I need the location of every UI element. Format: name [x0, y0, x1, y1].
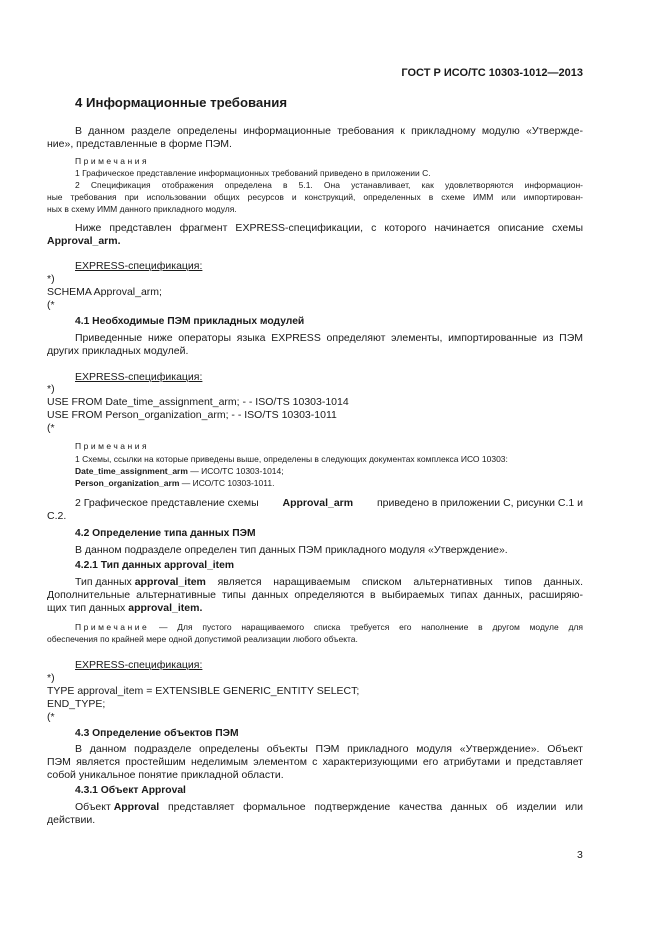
schema-ref-name: Person_organization_arm — [75, 478, 180, 488]
text: Объект — [75, 801, 114, 813]
code-line: USE FROM Person_organization_arm; - - ISO/TS 10303-1011 — [47, 409, 337, 421]
note-2-line-3: ных в схему ИММ данного прикладного модуля. — [47, 204, 237, 214]
note-2-line-1 — [75, 498, 583, 509]
express-intro-line-2 — [47, 236, 121, 247]
code-line: (* — [47, 299, 55, 311]
note-label: Примечания — [75, 441, 150, 451]
express-spec-label: EXPRESS-спецификация: — [75, 371, 203, 383]
code-line: *) — [47, 383, 55, 395]
code-line: (* — [47, 711, 55, 723]
text: щих тип данных — [47, 602, 129, 614]
express-spec-label: EXPRESS-спецификация: — [75, 260, 203, 272]
code-line: (* — [47, 422, 55, 434]
note-line-1 — [75, 623, 583, 632]
note-2-pre: 2 Графическое представление схемы — [75, 497, 259, 509]
section-4-3-title: 4.3 Определение объектов ПЭМ — [75, 728, 239, 739]
section-4-2-text: В данном подразделе определен тип данных ПЭМ прикладного модуля «Утверждение». — [75, 544, 508, 556]
schema-ref — [75, 479, 274, 488]
note-label: Примечание — [75, 622, 150, 632]
section-4-intro-line-1: В данном разделе определены информационные требования к прикладному модулю «Утвержде- — [75, 126, 583, 137]
type-name: approval_item — [128, 602, 200, 614]
section-4-2-title: 4.2 Определение типа данных ПЭМ — [75, 528, 256, 539]
text: представляет формальное подтверждение качества данных об изделии или — [159, 801, 583, 813]
type-name: approval_item — [134, 576, 206, 588]
section-4-3-1-line-2: действии. — [47, 814, 96, 826]
schema-name-dot: . — [117, 235, 121, 247]
note-2-post: приведено в приложении С, рисунки С.1 и — [376, 497, 583, 509]
section-4-3-text-line-1: В данном подразделе определены объекты ПЭМ прикладного модуля «Утверждение». Объект — [75, 744, 583, 755]
code-line: TYPE approval_item = EXTENSIBLE GENERIC_ENTITY SELECT; — [47, 685, 360, 697]
express-intro-line-1: Ниже представлен фрагмент EXPRESS-спецификации, с которого начинается описание схемы — [75, 223, 583, 234]
schema-ref-name: Date_time_assignment_arm — [75, 466, 188, 476]
note-line-2: обеспечения по крайней мере одной допустимой реализации любого объекта. — [47, 634, 358, 644]
section-4-2-1-line-1 — [75, 577, 583, 588]
section-4-1-text-line-2: других прикладных модулей. — [47, 345, 189, 357]
note-2-line-2: С.2. — [47, 510, 67, 522]
section-4-3-1-title: 4.3.1 Объект Approval — [75, 785, 186, 796]
text: . — [199, 602, 203, 614]
section-4-3-text-line-3: собой уникальное понятие прикладной области. — [47, 769, 284, 781]
note-2-schema-name: Approval_arm — [282, 497, 354, 509]
text: Тип данных — [75, 576, 135, 588]
section-4-3-text-line-2: ПЭМ является простейшим неделимым элементом с характеризующими его атрибутами и представляет — [47, 757, 583, 768]
schema-name: Approval_arm — [47, 235, 118, 247]
note-1: 1 Схемы, ссылки на которые приведены выше, определены в следующих документах комплекса ИСО 10303: — [75, 454, 508, 464]
section-4-3-1-line-1 — [75, 802, 583, 813]
code-line: SCHEMA Approval_arm; — [47, 286, 162, 298]
note-2-line-1: 2 Спецификация отображения определена в 5.1. Она устанавливает, как удовлетворяются информацион- — [75, 181, 583, 190]
note-2-line-2: ные требования при использовании общих ресурсов и конструкций, определенных в схеме ИММ или импортирован- — [47, 193, 583, 202]
text: является наращиваемым списком альтернативных типов данных. — [205, 576, 583, 588]
standard-header: ГОСТ Р ИСО/ТС 10303-1012—2013 — [401, 67, 583, 79]
note-label: Примечания — [75, 156, 150, 166]
schema-ref-doc: — ИСО/ТС 10303-1014; — [187, 466, 284, 476]
code-line: *) — [47, 672, 55, 684]
code-line: *) — [47, 273, 55, 285]
entity-name: Approval — [113, 801, 160, 813]
section-4-2-1-title: 4.2.1 Тип данных approval_item — [75, 560, 234, 571]
code-line: USE FROM Date_time_assignment_arm; - - ISO/TS 10303-1014 — [47, 396, 349, 408]
section-4-1-title: 4.1 Необходимые ПЭМ прикладных модулей — [75, 316, 305, 327]
note-text: — Для пустого наращиваемого списка требуется его наполнение в другом модуле для — [149, 622, 583, 632]
note-1: 1 Графическое представление информационных требований приведено в приложении С. — [75, 168, 431, 178]
section-4-1-text-line-1: Приведенные ниже операторы языка EXPRESS определяют элементы, импортированные из ПЭМ — [75, 333, 583, 344]
section-4-intro-line-2: ние», представленные в форме ПЭМ. — [47, 138, 232, 150]
schema-ref-doc: — ИСО/ТС 10303-1011. — [179, 478, 275, 488]
section-4-2-1-line-3 — [47, 603, 202, 614]
express-spec-label: EXPRESS-спецификация: — [75, 659, 203, 671]
code-line: END_TYPE; — [47, 698, 106, 710]
section-4-title: 4 Информационные требования — [75, 95, 288, 110]
schema-ref — [75, 467, 284, 476]
page-number: 3 — [577, 849, 583, 861]
section-4-2-1-line-2: Дополнительные альтернативные типы данных определяются в выбираемых типах данных, расширяю- — [47, 590, 583, 601]
